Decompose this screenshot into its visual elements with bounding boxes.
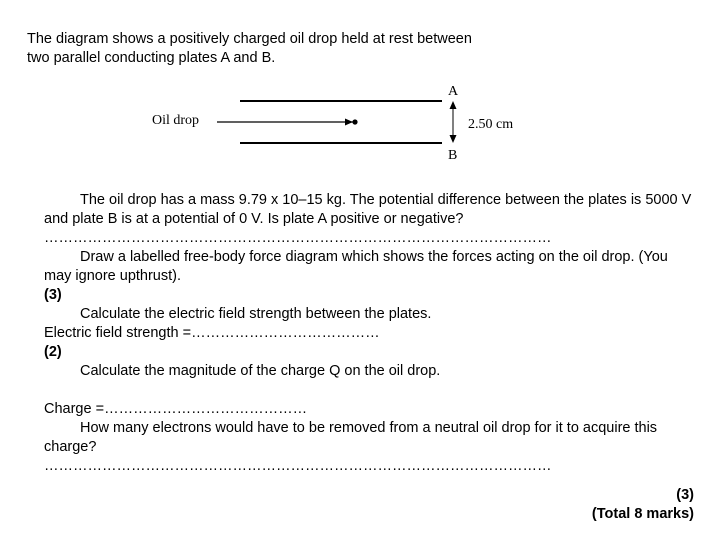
separation-arrowhead-down (450, 135, 457, 143)
oil-drop (352, 119, 357, 124)
parallel-plates-diagram (140, 78, 540, 166)
question-3-answer-line: ………………………………… (191, 325, 380, 341)
pointer-arrowhead (345, 119, 353, 126)
question-5-text: How many electrons would have to be removed from a neutral oil drop for it to acquire this charge? (44, 420, 658, 455)
question-3-answer (44, 324, 694, 343)
question-3-marks: (2) (44, 344, 62, 360)
question-1-text: The oil drop has a mass 9.79 x 10–15 kg. The potential difference between the plates is 5000 V and plate B is at a potential of 0 V. Is plate A positive or negative? (44, 192, 692, 227)
question-2-text: Draw a labelled free-body force diagram which shows the forces acting on the oil drop. (You may ignore upthrust). (44, 249, 668, 284)
question-4-answer-line: …………………………………… (104, 401, 308, 417)
spacer (44, 476, 694, 486)
question-1-answer-line: …………………………………………………………………………………………… (44, 230, 552, 246)
question-4-text: Calculate the magnitude of the charge Q on the oil drop. (80, 363, 441, 379)
plate-b-label: B (448, 148, 458, 163)
question-4-answer-label: Charge = (44, 401, 105, 417)
separation-label: 2.50 cm (468, 117, 514, 132)
plate-a-label: A (448, 84, 459, 99)
total-marks: (Total 8 marks) (591, 506, 694, 522)
separation-arrowhead-up (450, 101, 457, 109)
question-4-answer (44, 400, 694, 419)
intro-text: The diagram shows a positively charged oil drop held at rest between two parallel conducting plates A and B. (27, 31, 472, 66)
question-5-marks: (3) (676, 487, 694, 503)
oil-drop-label: Oil drop (152, 113, 200, 128)
question-3-answer-label: Electric field strength = (44, 325, 192, 341)
questions (44, 191, 694, 524)
spacer (44, 381, 694, 400)
question-5-answer-line: …………………………………………………………………………………………… (44, 458, 552, 474)
question-2-marks: (3) (44, 287, 62, 303)
diagram-svg (140, 78, 540, 166)
question-3-text: Calculate the electric field strength between the plates. (80, 306, 432, 322)
